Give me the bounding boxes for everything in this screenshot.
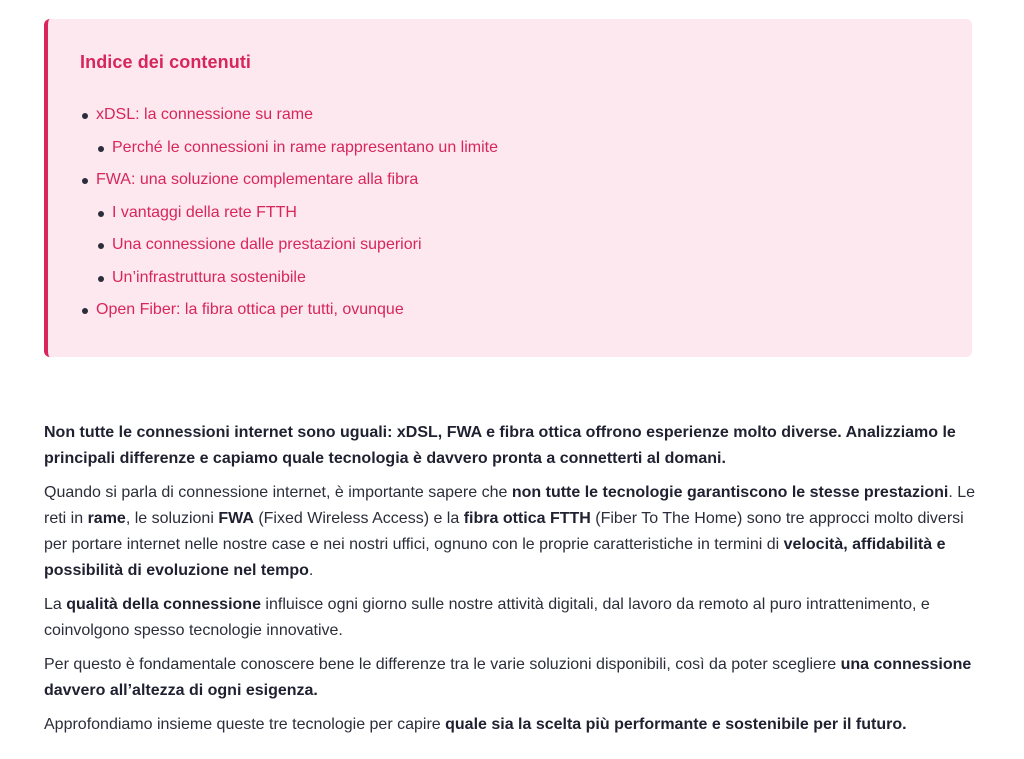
toc-link-label: I vantaggi della rete FTTH [112,203,297,221]
intro-paragraph [44,420,979,472]
toc-link-ftth-advantages[interactable] [80,197,972,230]
toc-link-xdsl[interactable] [80,99,972,132]
article-body [44,420,979,746]
text-span: Quando si parla di connessione internet, è importante sapere che [44,484,512,501]
toc-title: Indice dei contenuti [80,52,252,72]
text-span: , le soluzioni [125,510,219,527]
bold-span: non tutte le tecnologie garantiscono le stesse prestazioni [511,484,949,501]
bold-span: fibra ottica FTTH [463,510,591,527]
paragraph-4 [44,712,979,738]
bullet-icon [98,146,104,152]
toc-link-copper-limits[interactable] [80,132,972,165]
toc-link-sustainable-infrastructure[interactable] [80,262,972,295]
toc-link-label: FWA: una soluzione complementare alla fibra [96,171,419,188]
text-span: (Fixed Wireless Access) e la [253,510,464,527]
bold-span: quale sia la scelta più performante e sostenibile per il futuro. [445,716,907,733]
table-of-contents [44,19,972,357]
text-span: . [308,562,314,579]
bullet-icon [98,211,104,217]
toc-link-fwa[interactable] [80,164,972,197]
toc-link-label: Un’infrastruttura sostenibile [112,268,306,286]
text-span: influisce ogni giorno sulle nostre attività digitali, dal lavoro da remoto al puro intrattenimento, e coinvolgono spesso tecnologie innovative. [44,596,930,639]
intro-text: Non tutte le connessioni internet sono uguali: xDSL, FWA e fibra ottica offrono esperienze molto diverse. Analizziamo le principali differenze e capiamo quale tecnologia è davvero pronta a connetterti al domani. [44,424,956,467]
text-span: . Le reti in [44,484,976,527]
toc-link-label: Una connessione dalle prestazioni superiori [112,236,422,253]
bullet-icon [98,243,104,249]
toc-link-open-fiber[interactable] [80,294,972,327]
paragraph-1 [44,480,979,584]
toc-link-label: Perché le connessioni in rame rappresentano un limite [112,138,498,156]
bullet-icon [98,276,104,282]
bold-span: qualità della connessione [66,596,261,613]
bold-span: una connessione davvero all’altezza di ogni esigenza. [44,656,972,699]
toc-link-label: Open Fiber: la fibra ottica per tutti, ovunque [96,301,404,318]
bold-span: rame [87,510,126,527]
bold-span: velocità, affidabilità e possibilità di evoluzione nel tempo [44,536,946,579]
bullet-icon [82,113,88,119]
bullet-icon [82,308,88,314]
paragraph-2 [44,592,979,644]
toc-link-superior-performance[interactable] [80,229,972,262]
toc-list [80,99,972,327]
text-span: Approfondiamo insieme queste tre tecnologie per capire [44,716,446,733]
bold-span: FWA [218,510,254,527]
paragraph-3 [44,652,979,704]
text-span: La [44,596,67,613]
toc-link-label: xDSL: la connessione su rame [96,106,313,123]
text-span: Per questo è fondamentale conoscere bene le differenze tra le varie soluzioni disponibili, così da poter scegliere [44,656,841,673]
bullet-icon [82,178,88,184]
text-span: (Fiber To The Home) sono tre approcci molto diversi per portare internet nelle nostre case e nei nostri uffici, ognuno con le proprie caratteristiche in termini di [44,510,964,553]
